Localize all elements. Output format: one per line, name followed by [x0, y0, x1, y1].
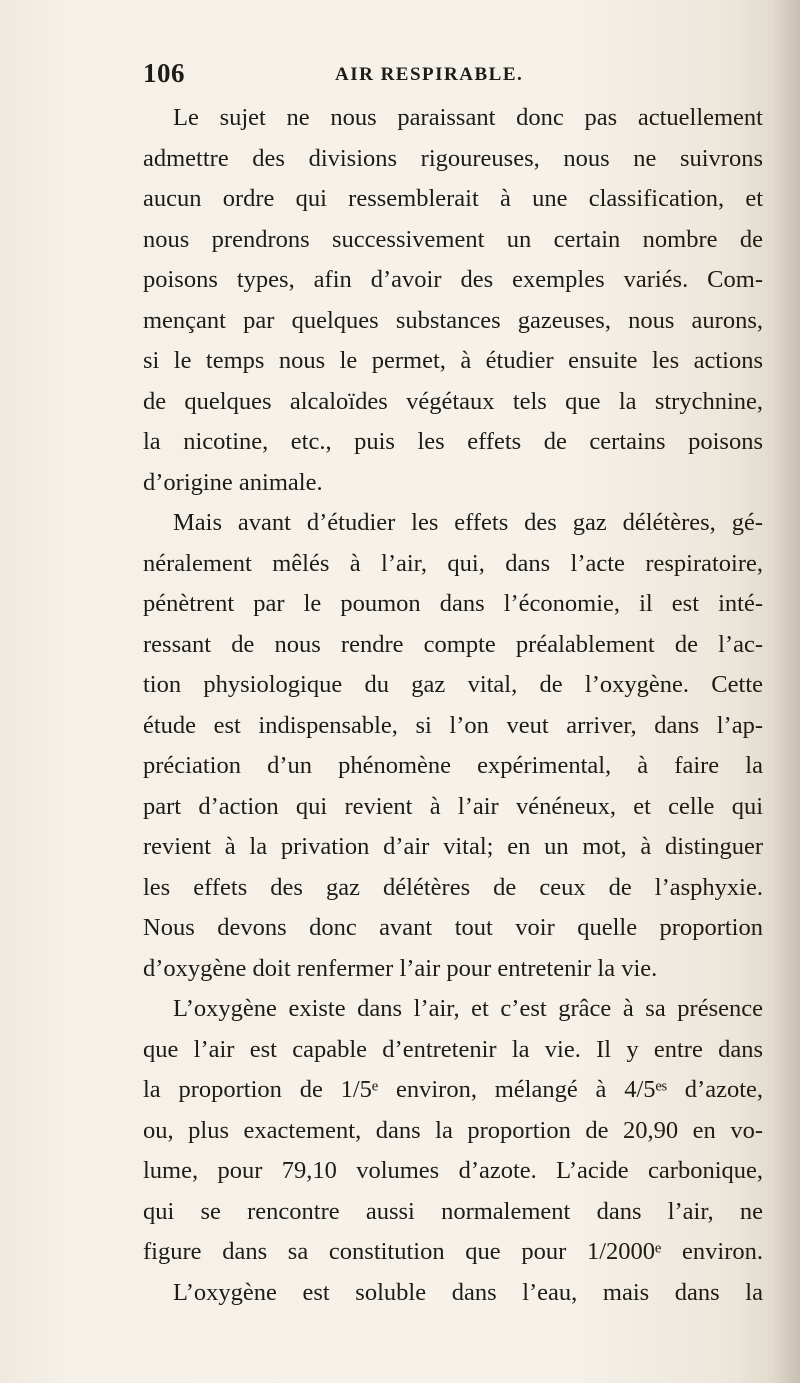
text-line: Nous devons donc avant tout voir quelle proportion — [143, 914, 763, 941]
text-line: préciation d’un phénomène expérimental, à faire la — [143, 752, 763, 779]
text-line: ressant de nous rendre compte préalablement de l’ac- — [143, 630, 763, 658]
text-line: que l’air est capable d’entretenir la vie. Il y entre dans — [143, 1035, 763, 1063]
body-text — [143, 98, 763, 1313]
text-line: Mais avant d’étudier les effets des gaz délétères, gé- — [173, 509, 763, 536]
text-line: revient à la privation d’air vital; en un mot, à distinguer — [143, 833, 763, 860]
text-line: mençant par quelques substances gazeuses, nous aurons, — [143, 306, 763, 334]
page-number: 106 — [143, 58, 185, 88]
text-line: L’oxygène est soluble dans l’eau, mais dans la — [173, 1278, 763, 1306]
text-line: pénètrent par le poumon dans l’économie, il est inté- — [143, 590, 763, 617]
text-line: lume, pour 79,10 volumes d’azote. L’acide carbonique, — [143, 1157, 763, 1184]
text-line: aucun ordre qui ressemblerait à une classification, et — [143, 185, 763, 212]
text-line: néralement mêlés à l’air, qui, dans l’acte respiratoire, — [143, 549, 763, 577]
text-line: qui se rencontre aussi normalement dans l’air, ne — [143, 1197, 763, 1225]
text-line: d’origine animale. — [143, 468, 323, 496]
text-line: tion physiologique du gaz vital, de l’oxygène. Cette — [143, 671, 763, 698]
text-line: part d’action qui revient à l’air vénéneux, et celle qui — [143, 792, 763, 820]
text-line: si le temps nous le permet, à étudier ensuite les actions — [143, 347, 763, 374]
text-line: les effets des gaz délétères de ceux de l’asphyxie. — [143, 873, 763, 901]
text-line: nous prendrons successivement un certain nombre de — [143, 225, 763, 253]
text-line: poisons types, afin d’avoir des exemples variés. Com- — [143, 266, 763, 293]
text-line: figure dans sa constitution que pour 1/2000ᵉ environ. — [143, 1238, 763, 1265]
text-line: admettre des divisions rigoureuses, nous ne suivrons — [143, 144, 763, 172]
running-title: AIR RESPIRABLE. — [335, 64, 524, 85]
text-line: la nicotine, etc., puis les effets de certains poisons — [143, 428, 763, 455]
text-line: d’oxygène doit renfermer l’air pour entretenir la vie. — [143, 954, 658, 982]
text-line: étude est indispensable, si l’on veut arriver, dans l’ap- — [143, 711, 763, 739]
text-line: Le sujet ne nous paraissant donc pas actuellement — [173, 104, 763, 131]
text-line: la proportion de 1/5ᵉ environ, mélangé à 4/5ᵉˢ d’azote, — [143, 1076, 763, 1103]
page-edge-shadow — [772, 0, 800, 1383]
page-header — [143, 58, 763, 92]
text-line: ou, plus exactement, dans la proportion de 20,90 en vo- — [143, 1116, 763, 1144]
text-line: L’oxygène existe dans l’air, et c’est grâce à sa présence — [173, 995, 763, 1022]
text-line: de quelques alcaloïdes végétaux tels que la strychnine, — [143, 387, 763, 415]
